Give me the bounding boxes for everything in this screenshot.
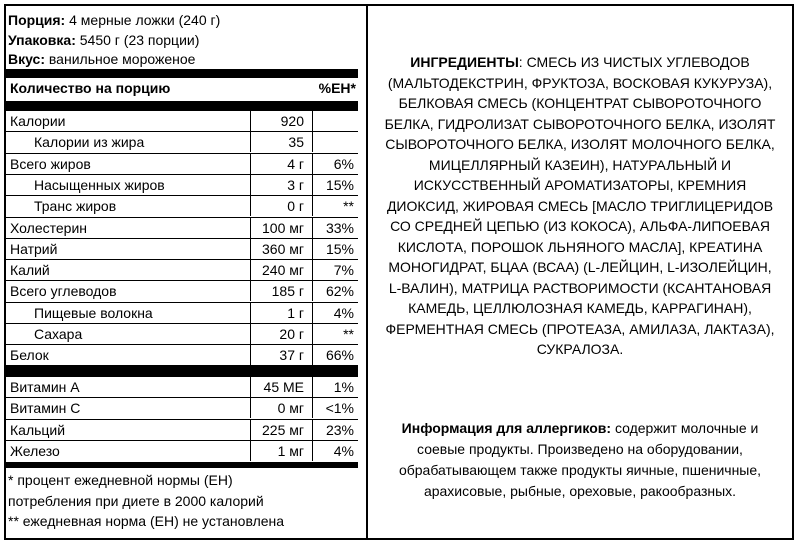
- nutrient-row: [6, 323, 358, 344]
- nutrient-row: [6, 217, 358, 238]
- nutrient-daily-value: 23%: [325, 421, 354, 438]
- column-divider: [250, 345, 251, 365]
- serving-size: [8, 12, 220, 28]
- package-label: Упаковка:: [8, 32, 76, 48]
- nutrient-name: Калории из жира: [34, 134, 145, 151]
- nutrient-daily-value: 7%: [333, 262, 354, 279]
- nutrient-daily-value: 1%: [333, 379, 354, 395]
- daily-value-heading: %ЕН*: [318, 80, 356, 96]
- nutrient-amount: 1 мг: [277, 442, 304, 459]
- nutrient-amount: 45 МЕ: [263, 379, 304, 395]
- column-divider: [250, 324, 251, 344]
- nutrient-name: Витамин С: [10, 400, 81, 417]
- column-divider: [312, 345, 313, 365]
- nutrient-name: Калий: [10, 262, 50, 279]
- allergen-info: [384, 418, 776, 502]
- nutrient-row: [6, 440, 358, 461]
- nutrient-name: Пищевые волокна: [34, 304, 153, 321]
- nutrient-row: [6, 131, 358, 152]
- column-divider: [312, 196, 313, 216]
- nutrient-name: Кальций: [10, 421, 66, 438]
- nutrient-amount: 4 г: [287, 155, 304, 172]
- nutrient-row: [6, 153, 358, 174]
- thick-divider: [6, 101, 358, 110]
- nutrient-amount: 920: [280, 113, 304, 129]
- amount-per-serving-heading: Количество на порцию: [10, 80, 171, 96]
- column-divider: [312, 420, 313, 440]
- column-divider: [250, 281, 251, 301]
- nutrient-amount: 1 г: [287, 304, 304, 321]
- column-divider: [250, 111, 251, 131]
- nutrient-name: Витамин А: [10, 379, 80, 395]
- column-divider: [250, 303, 251, 323]
- ingredients-body: : СМЕСЬ ИЗ ЧИСТЫХ УГЛЕВОДОВ (МАЛЬТОДЕКСТРИН, ФРУКТОЗА, ВОСКОВАЯ КУКУРУЗА), БЕЛКОВАЯ СМЕСЬ (КОНЦЕНТРАТ СЫВОРОТОЧНОГО БЕЛКА, ГИДРОЛИЗАТ СЫВОРОТОЧНОГО БЕЛКА, ИЗОЛЯТ СЫВОРОТОЧНОГО БЕЛКА, ИЗОЛЯТ МОЛОЧНОГО БЕЛКА, МИЦЕЛЛЯРНЫЙ КАЗЕИН), НАТУРАЛЬНЫЙ И ИСКУССТВЕННЫЙ АРОМАТИЗАТОРЫ, КРЕМНИЯ ДИОКСИД, ЖИРОВАЯ СМЕСЬ [МАСЛО ТРИГЛИЦЕРИДОВ СО СРЕДНЕЙ ЦЕПЬЮ (ИЗ КОКОСА), АЛЬФА-ЛИПОЕВАЯ КИСЛОТА, ПОРОШОК ЛЬНЯНОГО МАСЛА], КРЕАТИНА МОНОГИДРАТ, БЦАА (ВСАА) (L-ЛЕЙЦИН, L-ИЗОЛЕЙЦИН, L-ВАЛИН), МАТРИЦА РАСТВОРИМОСТИ (КСАНТАНОВАЯ КАМЕДЬ, ЦЕЛЛЮЛОЗНАЯ КАМЕДЬ, КАРРАГИНАН), ФЕРМЕНТНАЯ СМЕСЬ (ПРОТЕАЗА, АМИЛАЗА, ЛАКТАЗА), СУКРАЛОЗА.: [384, 54, 776, 357]
- column-divider: [250, 420, 251, 440]
- nutrient-daily-value: 66%: [325, 347, 354, 364]
- thick-divider: [6, 365, 358, 376]
- column-divider: [250, 398, 251, 418]
- nutrient-amount: 0 г: [287, 198, 304, 215]
- nutrient-amount: 35: [288, 134, 304, 151]
- thick-divider: [6, 69, 358, 78]
- nutrient-row: [6, 195, 358, 216]
- column-divider: [312, 324, 313, 344]
- nutrient-amount: 20 г: [279, 326, 304, 342]
- nutrient-row: [6, 280, 358, 301]
- column-divider: [312, 111, 313, 131]
- nutrient-name: Сахара: [34, 326, 83, 342]
- serving-value: 4 мерные ложки (240 г): [69, 12, 221, 28]
- column-divider: [312, 441, 313, 461]
- flavor: [8, 51, 195, 67]
- column-divider: [250, 175, 251, 195]
- nutrient-name: Насыщенных жиров: [34, 176, 165, 193]
- nutrient-daily-value: **: [343, 326, 354, 342]
- column-divider: [250, 132, 251, 152]
- nutrient-daily-value: 6%: [333, 155, 354, 172]
- allergen-label: Информация для аллергиков:: [401, 420, 612, 436]
- footnote-2: потребления при диете в 2000 калорий: [8, 493, 264, 509]
- nutrient-row: [6, 376, 358, 397]
- column-divider: [250, 154, 251, 174]
- column-divider: [250, 218, 251, 238]
- nutrient-daily-value: 15%: [325, 240, 354, 257]
- nutrient-name: Белок: [10, 347, 49, 364]
- nutrient-row: [6, 238, 358, 259]
- column-divider: [250, 239, 251, 259]
- column-divider: [250, 260, 251, 280]
- column-divider: [312, 260, 313, 280]
- nutrient-daily-value: <1%: [325, 400, 354, 417]
- nutrient-daily-value: 33%: [325, 219, 354, 236]
- column-divider: [312, 218, 313, 238]
- flavor-value: ванильное мороженое: [48, 51, 196, 67]
- column-divider: [312, 175, 313, 195]
- nutrient-daily-value: 4%: [333, 304, 354, 321]
- nutrient-amount: 225 мг: [262, 421, 304, 438]
- nutrient-row: [6, 259, 358, 280]
- column-divider: [312, 281, 313, 301]
- nutrient-amount: 37 г: [279, 347, 304, 364]
- ingredients-text: [384, 52, 776, 360]
- nutrient-name: Всего углеводов: [10, 283, 117, 300]
- footnote-1: * процент ежедневной нормы (ЕН): [8, 472, 233, 488]
- nutrient-amount: 360 мг: [262, 240, 304, 257]
- nutrient-row: [6, 344, 358, 365]
- nutrient-row: [6, 302, 358, 323]
- nutrient-amount: 185 г: [271, 283, 304, 300]
- nutrient-amount: 0 мг: [277, 400, 304, 417]
- column-header: [10, 80, 356, 98]
- nutrient-amount: 100 мг: [262, 219, 304, 236]
- nutrient-row: [6, 110, 358, 131]
- nutrient-daily-value: 62%: [325, 283, 354, 300]
- flavor-label: Вкус:: [8, 51, 46, 67]
- footnote-3: ** ежедневная норма (ЕН) не установлена: [8, 513, 285, 529]
- nutrient-amount: 240 мг: [262, 262, 304, 279]
- nutrient-name: Всего жиров: [10, 155, 91, 172]
- column-divider: [250, 377, 251, 397]
- thick-divider: [6, 462, 358, 468]
- nutrient-amount: 3 г: [287, 176, 304, 193]
- nutrient-name: Натрий: [10, 240, 58, 257]
- package-size: [8, 32, 199, 48]
- allergen-body: содержит молочные и соевые продукты. Произведено на оборудовании, обрабатывающем также продукты яичные, пшеничные, арахисовые, рыбные, ореховые, ракообразных.: [398, 420, 762, 499]
- nutrient-name: Транс жиров: [34, 198, 117, 215]
- column-divider: [312, 154, 313, 174]
- nutrient-daily-value: **: [343, 198, 354, 215]
- nutrient-daily-value: 4%: [333, 442, 354, 459]
- package-value: 5450 г (23 порции): [79, 32, 200, 48]
- nutrient-row: [6, 174, 358, 195]
- nutrient-row: [6, 419, 358, 440]
- column-divider: [250, 441, 251, 461]
- nutrient-name: Калории: [10, 113, 66, 129]
- nutrient-name: Холестерин: [10, 219, 87, 236]
- ingredients-label: ИНГРЕДИЕНТЫ: [410, 54, 519, 70]
- column-divider: [312, 239, 313, 259]
- column-divider: [312, 377, 313, 397]
- nutrient-row: [6, 397, 358, 418]
- column-divider: [250, 196, 251, 216]
- nutrient-daily-value: 15%: [325, 176, 354, 193]
- column-divider: [312, 132, 313, 152]
- serving-label: Порция:: [8, 12, 66, 28]
- nutrient-name: Железо: [10, 442, 60, 459]
- column-divider: [312, 303, 313, 323]
- column-divider: [312, 398, 313, 418]
